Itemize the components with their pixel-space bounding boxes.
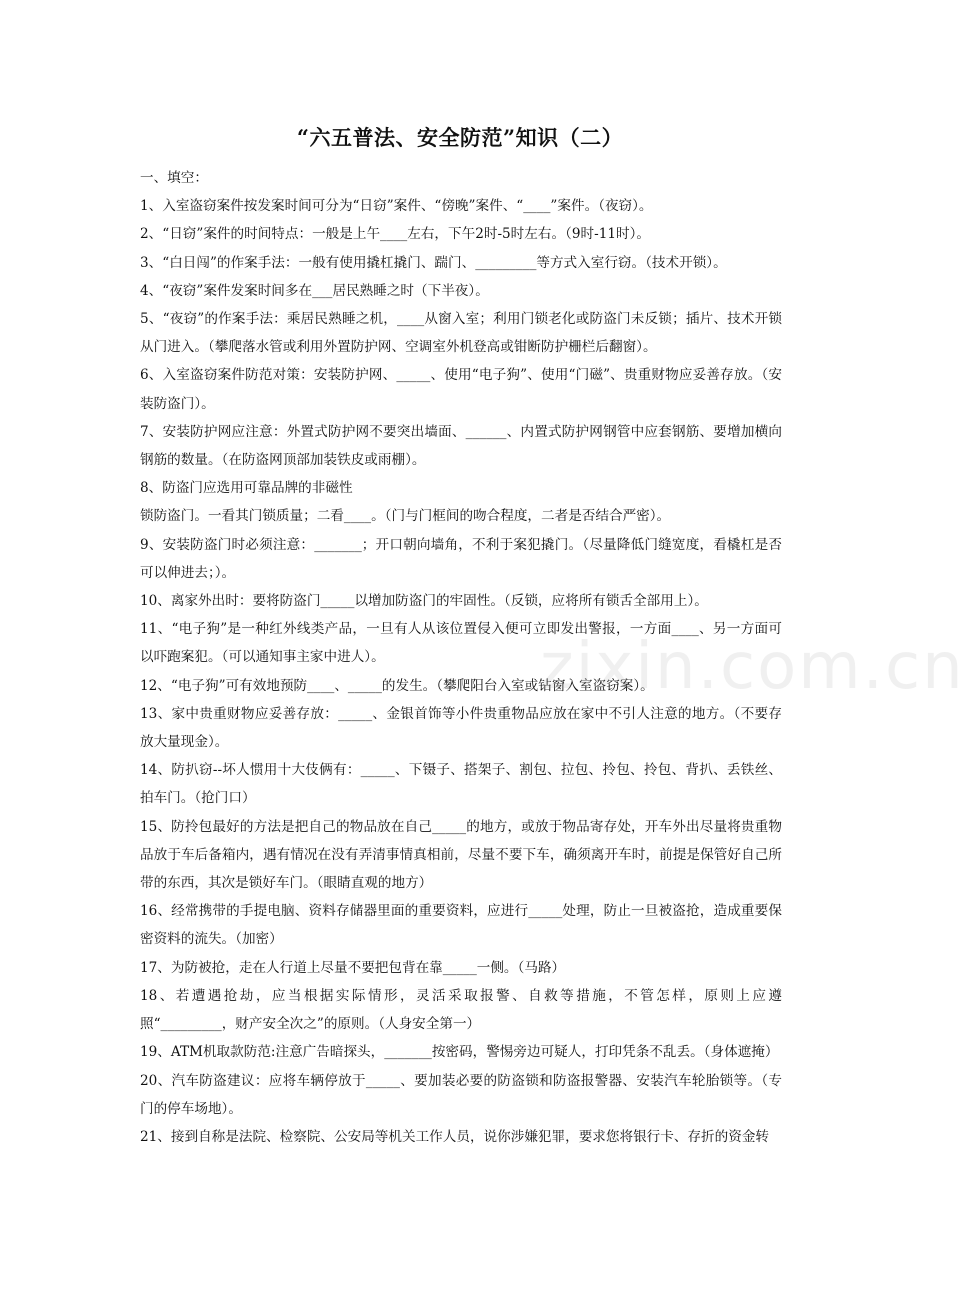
page-title: “六五普法、安全防范”知识（二） (296, 125, 624, 150)
question-8: 8、防盗门应选用可靠品牌的非磁性 (140, 480, 353, 497)
question-18: 18、若遭遇抢劫，应当根据实际情形，灵活采取报警、自救等措施，不管怎样，原则上应遵照“_________，财产安全次之”的原则。（人身安全第一） (140, 987, 782, 1033)
question-5: 5、“夜窃”的作案手法：乘居民熟睡之机，____从窗入室；利用门锁老化或防盗门未反锁；插片、技术开锁从门进入。（攀爬落水管或利用外置防护网、空调室外机登高或钳断防护栅栏后翻窗）。 (140, 311, 782, 356)
question-16: 16、经常携带的手提电脑、资料存储器里面的重要资料，应进行_____处理，防止一旦被盗抢，造成重要保密资料的流失。（加密） (140, 903, 782, 948)
question-13: 13、家中贵重财物应妥善存放：_____、金银首饰等小件贵重物品应放在家中不引人注意的地方。（不要存放大量现金）。 (140, 705, 782, 751)
question-3: 3、“白日闯”的作案手法：一般有使用撬杠撬门、踹门、_________等方式入室行窃。（技术开锁）。 (140, 254, 727, 271)
section-heading: 一、填空： (140, 170, 208, 186)
question-15: 15、防拎包最好的方法是把自己的物品放在自己_____的地方，或放于物品寄存处，开车外出尽量将贵重物品放于车后备箱内，遇有情况在没有弄清事情真相前，尽量不要下车，确须离开车时，前提是保管好自己所带的东西，其次是锁好车门。（眼睛直观的地方） (140, 818, 782, 892)
document-body (140, 164, 782, 1151)
question-14: 14、防扒窃--坏人惯用十大伎俩有：_____、下镊子、搭架子、割包、拉包、拎包、拎包、背扒、丢铁丝、拍车门。（抢门口） (140, 762, 782, 807)
question-7: 7、安装防护网应注意：外置式防护网不要突出墙面、______、内置式防护网钢管中应套钢筋、要增加横向钢筋的数量。（在防盗网顶部加装铁皮或雨棚）。 (140, 423, 782, 469)
question-4: 4、“夜窃”案件发案时间多在___居民熟睡之时（下半夜）。 (140, 282, 489, 299)
question-10: 10、离家外出时：要将防盗门_____以增加防盗门的牢固性。（反锁，应将所有锁舌全部用上）。 (140, 593, 708, 610)
question-6: 6、入室盗窃案件防范对策：安装防护网、_____、使用“电子狗”、使用“门磁”、贵重财物应妥善存放。（安装防盗门）。 (140, 367, 782, 412)
question-17: 17、为防被抢，走在人行道上尽量不要把包背在靠_____一侧。（马路） (140, 959, 566, 976)
question-1: 1、入室盗窃案件按发案时间可分为“日窃”案件、“傍晚”案件、“____”案件。（夜窃）。 (140, 198, 653, 215)
question-11: 11、“电子狗”是一种红外线类产品，一旦有人从该位置侵入便可立即发出警报，一方面____、另一方面可以吓跑案犯。（可以通知事主家中进人）。 (140, 621, 782, 666)
question-21: 21、接到自称是法院、检察院、公安局等机关工作人员，说你涉嫌犯罪，要求您将银行卡、存折的资金转 (140, 1128, 770, 1145)
question-9: 9、安装防盗门时必须注意：_______；开口朝向墙角，不利于案犯撬门。（尽量降低门缝宽度，看橇杠是否可以伸进去；）。 (140, 536, 782, 581)
question-2: 2、“日窃”案件的时间特点：一般是上午____左右，下午2时-5时左右。（9时-11时）。 (140, 226, 650, 243)
question-19: 19、ATM机取款防范:注意广告暗探头，_______按密码，警惕旁边可疑人，打印凭条不乱丢。（身体遮掩） (140, 1044, 779, 1061)
question-20: 20、汽车防盗建议：应将车辆停放于_____、要加装必要的防盗锁和防盗报警器、安装汽车轮胎锁等。（专门的停车场地）。 (140, 1072, 782, 1117)
question-12: 12、“电子狗”可有效地预防____、_____的发生。（攀爬阳台入室或钻窗入室盗窃案）。 (140, 677, 654, 694)
watermark: zixin.com.cn (540, 630, 965, 704)
question-8-continued: 锁防盗门。一看其门锁质量；二看____。（门与门框间的吻合程度，二者是否结合严密）。 (140, 508, 671, 525)
